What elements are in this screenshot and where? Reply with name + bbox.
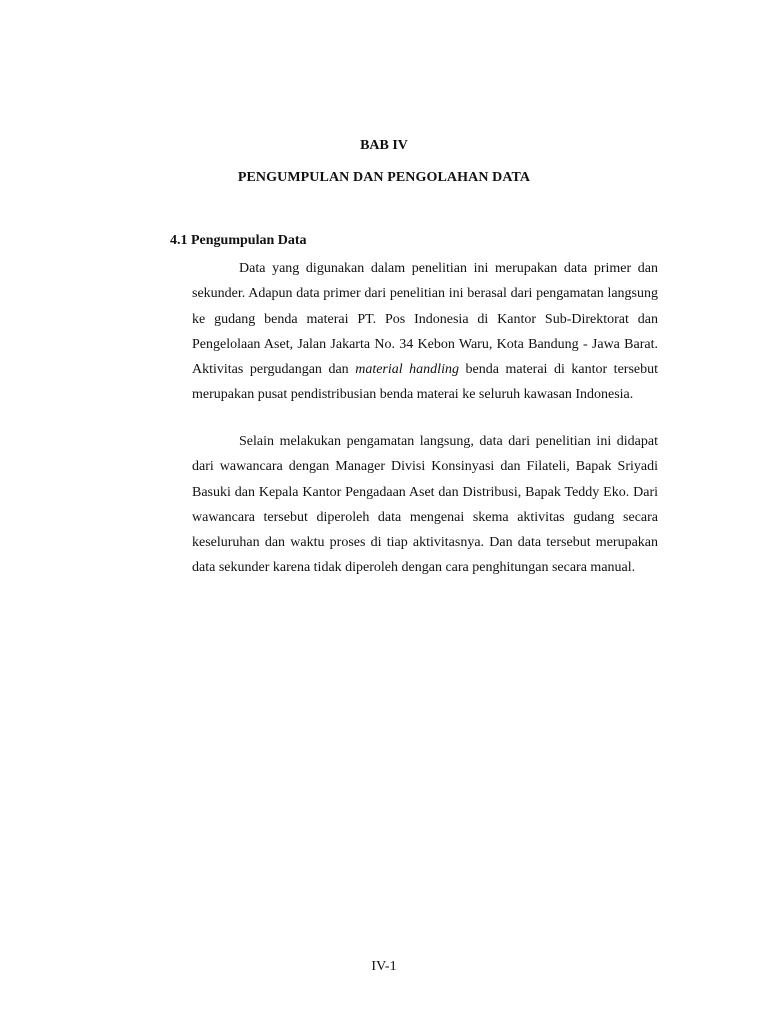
paragraph-2	[192, 429, 658, 581]
paragraph-2-text: Selain melakukan pengamatan langsung, data dari penelitian ini didapat dari wawancara dengan Manager Divisi Konsinyasi dan Filateli, Bapak Sriyadi Basuki dan Kepala Kantor Pengadaan Aset dan Distribusi, Bapak Teddy Eko. Dari wawancara tersebut diperoleh data mengenai skema aktivitas gudang secara keseluruhan dan waktu proses di tiap aktivitasnya. Dan data tersebut merupakan data sekunder karena tidak diperoleh dengan cara penghitungan secara manual.	[192, 434, 658, 576]
chapter-title: PENGUMPULAN DAN PENGOLAHAN DATA	[237, 170, 531, 185]
chapter-label: BAB IV	[360, 138, 408, 153]
paragraph-1	[192, 256, 658, 408]
section-heading: 4.1 Pengumpulan Data	[170, 233, 307, 248]
page-number: IV-1	[371, 959, 397, 974]
italic-term: material handling	[355, 362, 459, 378]
paragraph-1-part-a: Data yang digunakan dalam penelitian ini merupakan data primer dan sekunder. Adapun data primer dari penelitian ini berasal dari pengamatan langsung ke gudang benda materai PT. Pos Indonesia di Kantor Sub-Direktorat dan Pengelolaan Aset, Jalan Jakarta No. 34 Kebon Waru, Kota Bandung - Jawa Barat. Aktivitas pergudangan dan	[192, 261, 658, 378]
paragraph-1-text	[192, 256, 658, 408]
paragraph-1-part-b: benda materai di kantor tersebut merupakan pusat pendistribusian benda materai ke seluruh kawasan Indonesia.	[192, 362, 658, 403]
